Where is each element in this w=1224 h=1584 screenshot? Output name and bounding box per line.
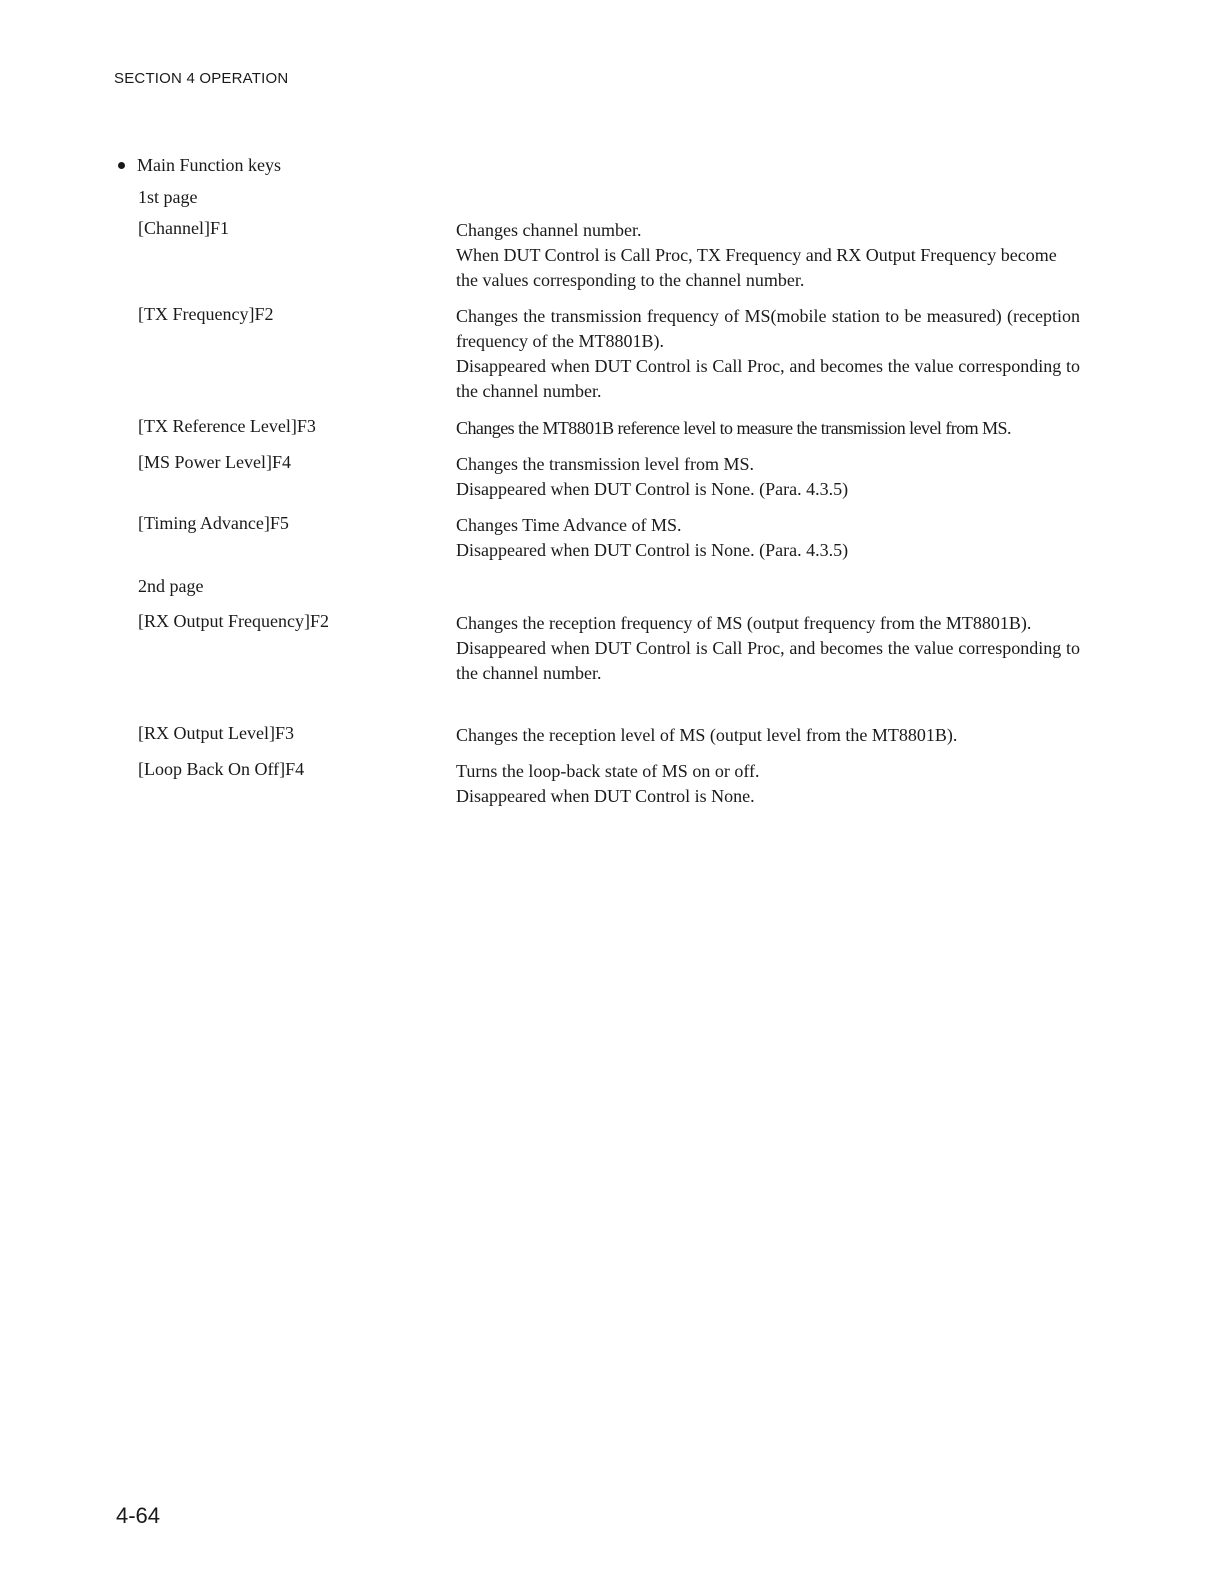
desc-line: Changes the reception level of MS (output level from the MT8801B). — [456, 725, 958, 745]
key-rx-output-level: [RX Output Level]F3 — [138, 723, 294, 743]
desc-line: Changes the transmission level from MS. — [456, 454, 754, 474]
desc-line: Changes the MT8801B reference level to measure the transmission level from MS. — [456, 418, 1011, 438]
key-rx-output-frequency: [RX Output Frequency]F2 — [138, 611, 329, 631]
desc-timing-advance — [456, 513, 1080, 563]
key-timing-advance: [Timing Advance]F5 — [138, 513, 289, 533]
desc-rx-output-level — [456, 723, 1080, 748]
main-function-keys-heading — [118, 155, 281, 176]
desc-ms-power-level — [456, 452, 1080, 502]
key-tx-reference-level: [TX Reference Level]F3 — [138, 416, 316, 436]
bullet-icon — [118, 162, 125, 169]
desc-tx-reference-level — [456, 416, 1096, 441]
desc-line: Disappeared when DUT Control is Call Proc, and becomes the value corresponding to the channel number. — [456, 638, 1080, 683]
page2-label: 2nd page — [138, 576, 204, 596]
desc-line: Turns the loop-back state of MS on or off. — [456, 761, 760, 781]
desc-line: Disappeared when DUT Control is None. — [456, 786, 755, 806]
desc-line: Disappeared when DUT Control is Call Proc, and becomes the value corresponding to the channel number. — [456, 356, 1080, 401]
page-number: 4-64 — [116, 1503, 161, 1528]
desc-line: Changes Time Advance of MS. — [456, 515, 682, 535]
desc-loop-back-on-off — [456, 759, 1080, 809]
section-header: SECTION 4 OPERATION — [114, 70, 289, 87]
key-channel: [Channel]F1 — [138, 218, 229, 238]
desc-line: Changes the reception frequency of MS (output frequency from the MT8801B). — [456, 613, 1032, 633]
heading-text: Main Function keys — [137, 155, 281, 175]
key-tx-frequency: [TX Frequency]F2 — [138, 304, 274, 324]
desc-line: Changes the transmission frequency of MS(mobile station to be measured) (reception frequency of the MT8801B). — [456, 306, 1080, 351]
desc-line: Changes channel number. — [456, 220, 642, 240]
desc-line: Disappeared when DUT Control is None. (Para. 4.3.5) — [456, 540, 849, 560]
page1-label: 1st page — [138, 187, 198, 207]
key-loop-back-on-off: [Loop Back On Off]F4 — [138, 759, 305, 779]
desc-tx-frequency — [456, 304, 1080, 404]
desc-channel — [456, 218, 1080, 293]
desc-line: When DUT Control is Call Proc, TX Frequency and RX Output Frequency become the values corresponding to the channel number. — [456, 245, 1057, 290]
desc-line: Disappeared when DUT Control is None. (Para. 4.3.5) — [456, 479, 849, 499]
key-ms-power-level: [MS Power Level]F4 — [138, 452, 291, 472]
desc-rx-output-frequency — [456, 611, 1080, 686]
